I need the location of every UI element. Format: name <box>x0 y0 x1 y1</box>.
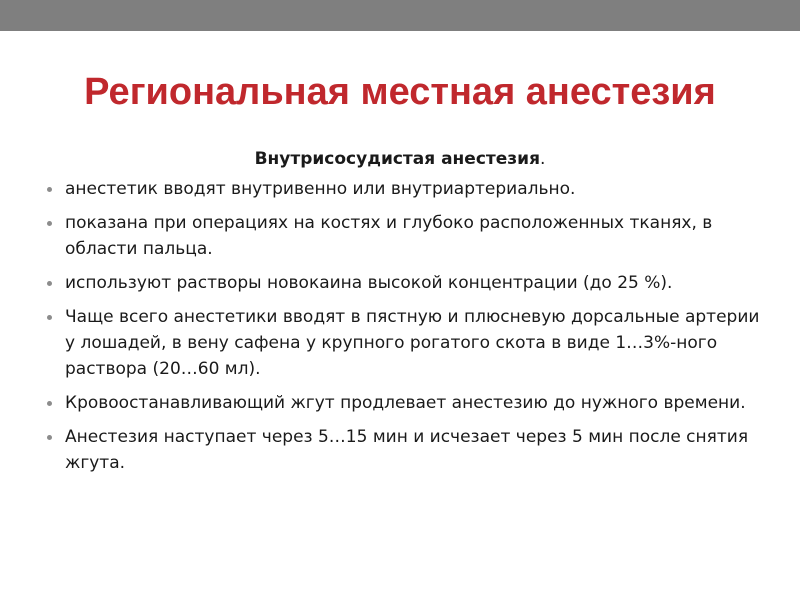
subheading-suffix: . <box>540 149 546 169</box>
top-bar <box>0 0 800 31</box>
bullet-item <box>46 210 762 262</box>
bullet-item <box>46 176 762 202</box>
bullet-list <box>46 176 762 484</box>
slide-title: Региональная местная анестезия <box>84 71 716 113</box>
bullet-text: анестетик вводят внутривенно или внутриартериально. <box>65 179 576 199</box>
bullet-item <box>46 270 762 296</box>
bullet-icon <box>47 221 52 226</box>
bullet-text: показана при операциях на костях и глубоко расположенных тканях, в области пальца. <box>65 213 713 259</box>
bullet-text: Чаще всего анестетики вводят в пястную и плюсневую дорсальные артерии у лошадей, в вену сафена у крупного рогатого скота в виде 1…3%-ного раствора (20…60 мл). <box>65 307 760 379</box>
bullet-item <box>46 304 762 382</box>
bullet-icon <box>47 315 52 320</box>
bullet-item <box>46 424 762 476</box>
bullet-text: Кровоостанавливающий жгут продлевает анестезию до нужного времени. <box>65 393 746 413</box>
bullet-icon <box>47 401 52 406</box>
bullet-text: используют растворы новокаина высокой концентрации (до 25 %). <box>65 273 673 293</box>
bullet-icon <box>47 435 52 440</box>
bullet-text: Анестезия наступает через 5…15 мин и исчезает через 5 мин после снятия жгута. <box>65 427 749 473</box>
subheading <box>0 146 800 172</box>
bullet-icon <box>47 281 52 286</box>
bullet-icon <box>47 187 52 192</box>
bullet-item <box>46 390 762 416</box>
subheading-bold: Внутрисосудистая анестезия <box>254 149 541 169</box>
